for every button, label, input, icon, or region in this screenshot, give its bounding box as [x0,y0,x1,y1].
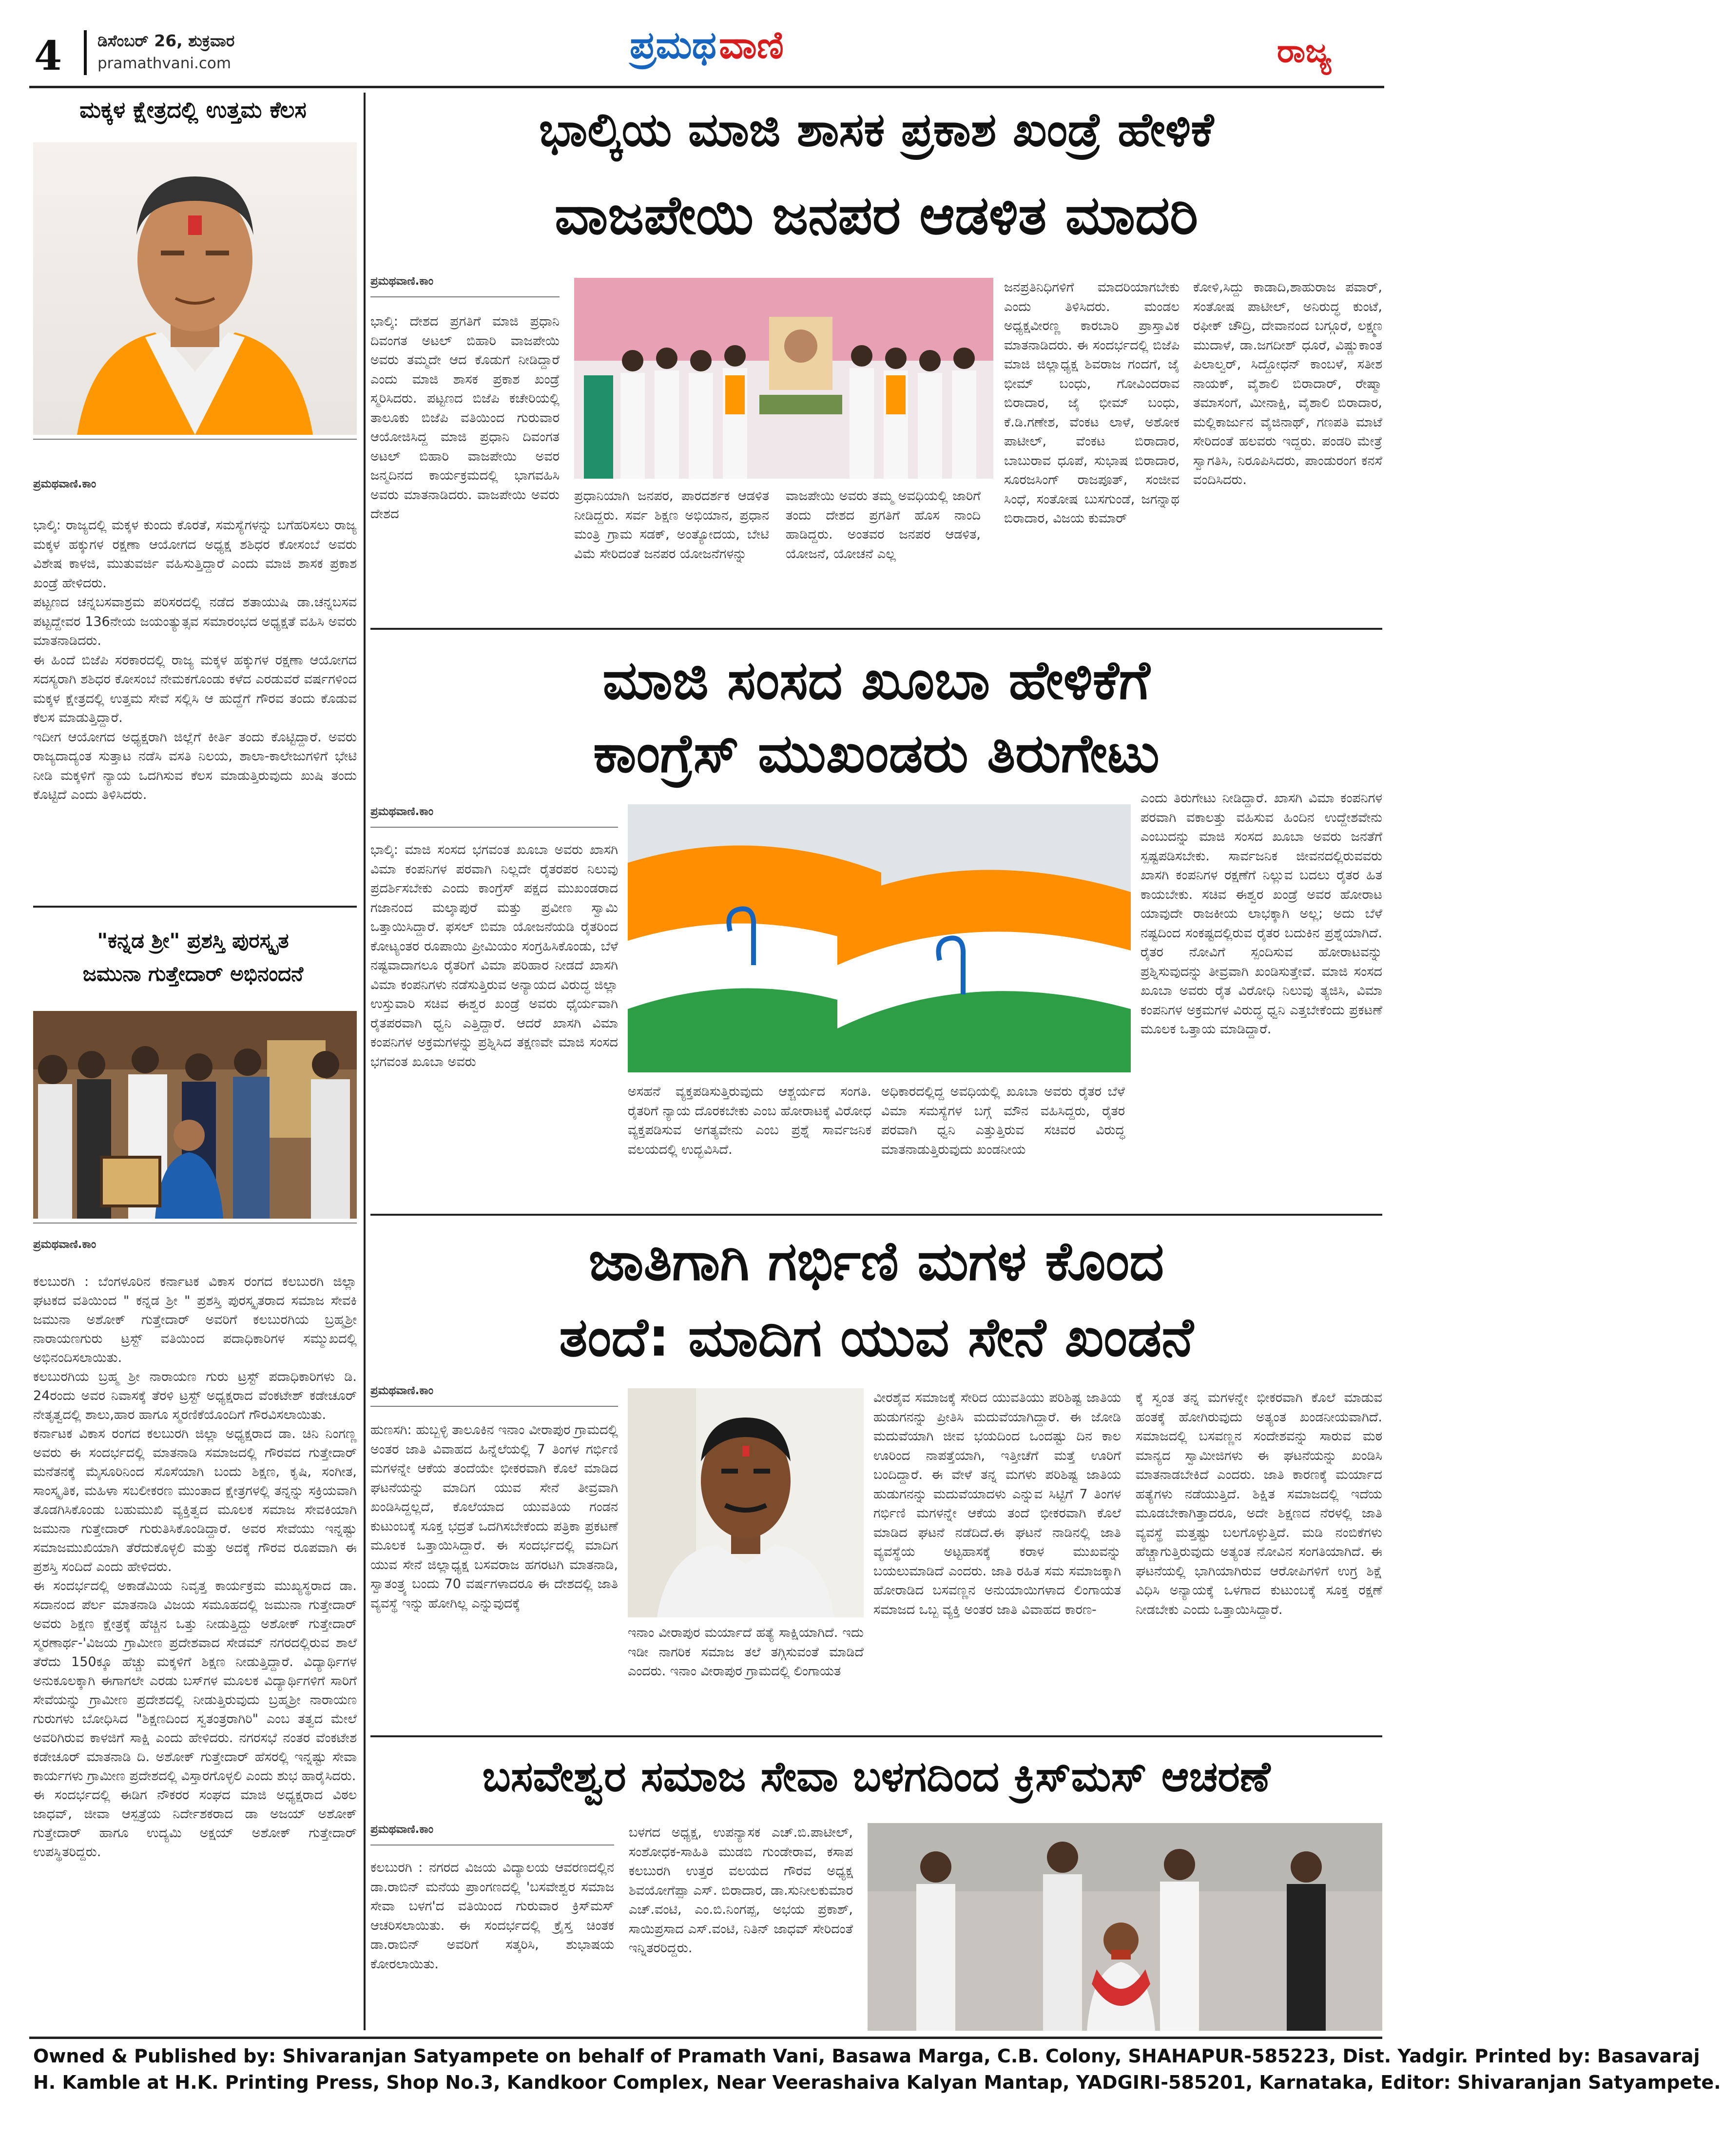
left-story1-byline: ಪ್ರಮಥವಾಣಿ.ಕಾಂ [33,478,97,490]
story3-col4: ಕ್ಕೆ ಸ್ವಂತ ತನ್ನ ಮಗಳನ್ನೇ ಭೀಕರವಾಗಿ ಕೊಲೆ ಮಾಡುವ ಹಂತಕ್ಕೆ ಹೋಗಿರುವುದು ಅತ್ಯಂತ ಖಂಡನೀಯವಾಗಿದೆ. ಸಮಾಜದಲ್ಲಿ ಬಸವಣ್ಣನ ಸಂದೇಶವನ್ನು ಸಾರುವ ಮಠ ಮಾನ್ಯದ ಸ್ವಾಮೀಜಿಗಳು ಈ ಘಟನೆಯನ್ನು ಖಂಡಿಸಿ ಮಾತನಾಡಬೇಕಿದೆ ಎಂದರು. ಜಾತಿ ಕಾರಣಕ್ಕೆ ಮರ್ಯಾದ ಹತ್ಯೆಗಳು ನಡೆಯುತ್ತಿದೆ. ಶಿಕ್ಷಿತ ಸಮಾಜದಲ್ಲಿ ಇದೆಯ ಮೂಡಬೇಕಾಗಿತ್ತಾದರೂ, ಅದೇ ಶಿಕ್ಷಣದ ನೆರಳಲ್ಲಿ ಜಾತಿ ವ್ಯವಸ್ಥೆ ಮತ್ತಷ್ಟು ಬಲಗೊಳ್ಳುತ್ತಿದೆ. ಮಡಿ ನಂಬಿಕೆಗಳು ಹೆಚ್ಚಾಗುತ್ತಿರುವುದು ಅತ್ಯಂತ ನೋವಿನ ಸಂಗತಿಯಾಗಿದೆ. ಈ ಘಟನೆಯಲ್ಲಿ ಭಾಗಿಯಾಗಿರುವ ಆರೋಪಿಗಳಿಗೆ ಉಗ್ರ ಶಿಕ್ಷೆ ವಿಧಿಸಿ ಅನ್ಯಾಯಕ್ಕೆ ಒಳಗಾದ ಕುಟುಂಬಕ್ಕೆ ಸೂಕ್ತ ರಕ್ಷಣೆ ನೀಡಬೇಕು ಎಂದು ಒತ್ತಾಯಿಸಿದ್ದಾರೆ. [1136,1390,1382,1617]
story3-byline-rule [370,1406,618,1407]
section-title: ರಾಜ್ಯ [1277,32,1332,70]
story1-photo [574,278,993,479]
paragraph: ಈ ಸಂದರ್ಭದಲ್ಲಿ ಅಕಾಡೆಮಿಯ ನಿವೃತ್ತ ಕಾರ್ಯಕ್ರಮ ಮುಖ್ಯಸ್ಥರಾದ ಡಾ. ಸದಾನಂದ ಪೆರ್ಲ ಮಾತನಾಡಿ ವಿಜಯ ಸಮೂಹದಲ್ಲಿ ಜಮುನಾ ಗುತ್ತೇದಾರ್ ಅವರು ಶಿಕ್ಷಣ ಕ್ಷೇತ್ರಕ್ಕೆ ಹೆಚ್ಚಿನ ಒತ್ತು ನೀಡುತ್ತಿದ್ದು ಅಶೋಕ್ ಗುತ್ತೇದಾರ್ ಸ್ಮರಣಾರ್ಥ-'ವಿಜಯ ಗ್ರಾಮೀಣ ಪ್ರದೇಶವಾದ ಸೇಡಮ್ ನಗರದಲ್ಲಿರುವ ಶಾಲೆ ತೆರೆದು 150ಕ್ಕೂ ಹೆಚ್ಚು ಮಕ್ಕಳಿಗೆ ಶಿಕ್ಷಣ ನೀಡುತ್ತಿದ್ದಾರೆ. ವಿದ್ಯಾರ್ಥಿಗಳ ಅನುಕೂಲಕ್ಕಾಗಿ ಈಗಾಗಲೇ ಎರಡು ಬಸ್‌ಗಳ ಮೂಲಕ ವಿದ್ಯಾರ್ಥಿಗಳಿಗೆ ಸಾರಿಗೆ ಸೇವೆಯನ್ನು ಗ್ರಾಮೀಣ ಪ್ರದೇಶದಲ್ಲಿ ನೀಡುತ್ತಿರುವುದು ಬ್ರಹ್ಮಶ್ರೀ ನಾರಾಯಣ ಗುರುಗಳು ಬೋಧಿಸಿದ "ಶಿಕ್ಷಣದಿಂದ ಸ್ವತಂತ್ರರಾಗಿರಿ" ಎಂಬ ತತ್ವದ ಮೇಲೆ ಅವರಿಗಿರುವ ಕಾಳಜಿಗೆ ಸಾಕ್ಷಿ ಎಂದು ಹೇಳಿದರು. ನಗರಸಭೆ ನಂತರ ವೆಂಕಟೇಶ ಕಡೇಚೂರ್ ಮಾತನಾಡಿ ದಿ. ಅಶೋಕ್ ಗುತ್ತೇದಾರ್ ಹೆಸರಲ್ಲಿ ಇನ್ನಷ್ಟು ಸೇವಾ ಕಾರ್ಯಗಳು ಗ್ರಾಮೀಣ ಪ್ರದೇಶದಲ್ಲಿ ವಿಸ್ತಾರಗೊಳ್ಳಲಿ ಎಂದು ಶುಭ ಹಾರೈಸಿದರು. [33,1578,357,1784]
masthead-divider [84,30,87,75]
story1-col3: ವಾಜಪೇಯಿ ಅವರು ತಮ್ಮ ಅವಧಿಯಲ್ಲಿ ಜಾರಿಗೆ ತಂದು ದೇಶದ ಪ್ರಗತಿಗೆ ಹೊಸ ನಾಂದಿ ಹಾಡಿದ್ದರು. ಅಂತವರ ಜನಪರ ಆಡಳಿತ, ಯೋಜನೆ, ಯೋಚನೆ ಎಲ್ಲ [786,488,981,562]
paper-logo-part1: ಪ್ರಮಥ [630,23,717,67]
story1-bottom-rule [370,628,1382,630]
story1-headline-line2: ವಾಜಪೇಯಿ ಜನಪರ ಆಡಳಿತ ಮಾದರಿ [554,184,1199,246]
story2-headline-line2: ಕಾಂಗ್ರೆಸ್ ಮುಖಂಡರು ತಿರುಗೇಟು [593,722,1160,784]
paragraph: ಭಾಲ್ಕಿ: ರಾಜ್ಯದಲ್ಲಿ ಮಕ್ಕಳ ಕುಂದು ಕೊರತೆ, ಸಮಸ್ಯೆಗಳನ್ನು ಬಗೆಹರಿಸಲು ರಾಜ್ಯ ಮಕ್ಕಳ ಹಕ್ಕುಗಳ ರಕ್ಷಣಾ ಆಯೋಗದ ಅಧ್ಯಕ್ಷ ಶಶಿಧರ ಕೋಸಂಬೆ ಅವರು ವಿಶೇಷ ಕಾಳಜಿ, ಮುತುವರ್ಜಿ ವಹಿಸುತ್ತಿದ್ದಾರೆ ಎಂದು ಮಾಜಿ ಶಾಸಕ ಪ್ರಕಾಶ ಖಂಡ್ರೆ ಹೇಳಿದರು. [33,518,357,591]
story3-bottom-rule [370,1735,1382,1737]
paragraph: ಇದೀಗ ಆಯೋಗದ ಅಧ್ಯಕ್ಷರಾಗಿ ಜಿಲ್ಲೆಗೆ ಕೀರ್ತಿ ತಂದು ಕೊಟ್ಟಿದ್ದಾರೆ. ಅವರು ರಾಜ್ಯದಾದ್ಯಂತ ಸುತ್ತಾಟ ನಡೆಸಿ ವಸತಿ ನಿಲಯ, ಶಾಲಾ-ಕಾಲೇಜುಗಳಿಗೆ ಭೇಟಿ ನೀಡಿ ಮಕ್ಕಳಿಗೆ ನ್ಯಾಯ ಒದಗಿಸುವ ಕೆಲಸ ಮಾಡುತ್ತಿರುವುದು ಖುಷಿ ತಂದು ಕೊಟ್ಟಿದೆ ಎಂದು ತಿಳಿಸಿದರು. [33,729,357,802]
paper-logo-part2: ವಾಣಿ [719,23,784,67]
masthead-rule [29,86,1384,88]
story4-col1: ಕಲಬುರಗಿ : ನಗರದ ವಿಜಯ ವಿದ್ಯಾಲಯ ಆವರಣದಲ್ಲಿನ ಡಾ.ರಾಬಿನ್ ಮನೆಯ ಪ್ರಾಂಗಣದಲ್ಲಿ 'ಬಸವೇಶ್ವರ ಸಮಾಜ ಸೇವಾ ಬಳಗ'ದ ವತಿಯಿಂದ ಗುರುವಾರ ಕ್ರಿಸ್‌ಮಸ್ ಆಚರಿಸಲಾಯಿತು. ಈ ಸಂದರ್ಭದಲ್ಲಿ ಕ್ರೈಸ್ತ ಚಿಂತಕ ಡಾ.ರಾಬಿನ್ ಅವರಿಗೆ ಸತ್ಕರಿಸಿ, ಶುಭಾಷಯ ಕೋರಲಾಯಿತು. [370,1860,614,1972]
story2-col2: ಅಸಹನೆ ವ್ಯಕ್ತಪಡಿಸುತ್ತಿರುವುದು ಆಶ್ಚರ್ಯದ ಸಂಗತಿ. ರೈತರಿಗೆ ನ್ಯಾಯ ದೊರಕಬೇಕು ಎಂಬ ಹೋರಾಟಕ್ಕೆ ವಿರೋಧ ವ್ಯಕ್ತಪಡಿಸುವ ಅಗತ್ಯವೇನು ಎಂಬ ಪ್ರಶ್ನೆ ಸಾರ್ವಜನಿಕ ವಲಯದಲ್ಲಿ ಉದ್ಭವಿಸಿದೆ. [628,1084,871,1157]
left-story2-body [33,1272,357,2028]
paragraph: ಕಲಬುರಗಿಯ ಬ್ರಹ್ಮ ಶ್ರೀ ನಾರಾಯಣ ಗುರು ಟ್ರಸ್ಟ್ ಪದಾಧಿಕಾರಿಗಳು ಡಿ. 24ರಂದು ಅವರ ನಿವಾಸಕ್ಕೆ ತೆರಳಿ ಟ್ರಸ್ಟ್ ಅಧ್ಯಕ್ಷರಾದ ವೆಂಕಟೇಶ್ ಕಡೇಚೂರ್ ನೇತೃತ್ವದಲ್ಲಿ ಶಾಲು,ಹಾರ ಹಾಗೂ ಸ್ಮರಣಿಕೆಯೊಂದಿಗೆ ಗೌರವಿಸಲಾಯಿತು. [33,1369,357,1422]
left-divider [33,906,357,908]
left-story2-photo-rule [33,1223,357,1224]
story1-byline: ಪ್ರಮಥವಾಣಿ.ಕಾಂ [370,275,434,288]
column-divider [364,93,366,2030]
imprint-line2: H. Kamble at H.K. Printing Press, Shop No.3, Kandkoor Complex, Near Veerashaiva Kalyan Mantap, YADGIRI-585201, Karnataka, Editor: Shivaranjan Satyampete. [33,2072,1721,2093]
paragraph: ಕಲಬುರಗಿ : ಬೆಂಗಳೂರಿನ ಕರ್ನಾಟಕ ವಿಕಾಸ ರಂಗದ ಕಲಬುರಗಿ ಜಿಲ್ಲಾ ಘಟಕದ ವತಿಯಿಂದ " ಕನ್ನಡ ಶ್ರೀ " ಪ್ರಶಸ್ತಿ ಪುರಸ್ಕೃತರಾದ ಸಮಾಜ ಸೇವಕಿ ಜಮುನಾ ಅಶೋಕ್ ಗುತ್ತೇದಾರ್ ಅವರಿಗೆ ಕಲಬುರಗಿಯ ಬ್ರಹ್ಮಶ್ರೀ ನಾರಾಯಣಗುರು ಟ್ರಸ್ಟ್ ವತಿಯಿಂದ ಪದಾಧಿಕಾರಿಗಳ ಸಮ್ಮುಖದಲ್ಲಿ ಅಭಿನಂದಿಸಲಾಯಿತು. [33,1274,357,1365]
story4-photo [868,1823,1382,2031]
page-number: 4 [34,33,62,79]
story3-col3: ವೀರಶೈವ ಸಮಾಜಕ್ಕೆ ಸೇರಿದ ಯುವತಿಯು ಪರಿಶಿಷ್ಟ ಜಾತಿಯ ಹುಡುಗನನ್ನು ಪ್ರೀತಿಸಿ ಮದುವೆಯಾಗಿದ್ದಾರೆ. ಈ ಜೋಡಿ ಮದುವೆಯಾಗಿ ಜೀವ ಭಯದಿಂದ ಒಂದಷ್ಟು ದಿನ ಕಾಲ ಊರಿಂದ ನಾಪತ್ತೆಯಾಗಿ, ಇತ್ತೀಚೆಗೆ ಮತ್ತೆ ಊರಿಗೆ ಬಂದಿದ್ದಾರೆ. ಈ ವೇಳೆ ತನ್ನ ಮಗಳು ಪರಿಶಿಷ್ಟ ಜಾತಿಯ ಹುಡುಗನನ್ನು ಮದುವೆಯಾದಳು ಎನ್ನುವ ಸಿಟ್ಟಿಗೆ 7 ತಿಂಗಳ ಗರ್ಭಿಣಿ ಮಗಳನ್ನೇ ಆಕೆಯ ತಂದೆ ಭೀಕರವಾಗಿ ಕೊಲೆ ಮಾಡಿದ ಘಟನೆ ನಡೆದಿದೆ.ಈ ಘಟನೆ ನಾಡಿನಲ್ಲಿ ಜಾತಿ ವ್ಯವಸ್ಥೆಯ ಅಟ್ಟಹಾಸಕ್ಕೆ ಕರಾಳ ಮುಖವನ್ನು ಬಯಲುಮಾಡಿದೆ ಎಂದರು. ಜಾತಿ ರಹಿತ ಸಮ ಸಮಾಜಕ್ಕಾಗಿ ಹೋರಾಡಿದ ಬಸವಣ್ಣನ ಅನುಯಾಯಿಗಳಾದ ಲಿಂಗಾಯತ ಸಮಾಜದ ಒಬ್ಬ ವ್ಯಕ್ತಿ ಅಂತರ ಜಾತಿ ವಿವಾಹದ ಕಾರಣ- [873,1390,1121,1617]
story3-col2: ಇನಾಂ ವೀರಾಪುರ ಮರ್ಯಾದೆ ಹತ್ಯೆ ಸಾಕ್ಷಿಯಾಗಿದೆ. ಇದು ಇಡೀ ನಾಗರಿಕ ಸಮಾಜ ತಲೆ ತಗ್ಗಿಸುವಂತೆ ಮಾಡಿದೆ ಎಂದರು. ಇನಾಂ ವೀರಾಪುರ ಗ್ರಾಮದಲ್ಲಿ ಲಿಂಗಾಯತ [628,1625,864,1679]
story3-headline-line2: ತಂದೆ: ಮಾದಿಗ ಯುವ ಸೇನೆ ಖಂಡನೆ [559,1306,1194,1368]
story2-col1: ಭಾಲ್ಕಿ: ಮಾಜಿ ಸಂಸದ ಭಗವಂತ ಖೂಬಾ ಅವರು ಖಾಸಗಿ ವಿಮಾ ಕಂಪನಿಗಳ ಪರವಾಗಿ ನಿಲ್ಲದೇ ರೈತರಪರ ನಿಲುವು ಪ್ರದರ್ಶಿಸಬೇಕು ಎಂದು ಕಾಂಗ್ರೆಸ್ ಪಕ್ಷದ ಮುಖಂಡರಾದ ಗಜಾನಂದ ಮಲ್ಕಾಪುರೆ ಮತ್ತು ಪ್ರವೀಣ ಸ್ವಾಮಿ ಒತ್ತಾಯಿಸಿದ್ದಾರೆ. ಫಸಲ್ ಬಿಮಾ ಯೋಜನೆಯಡಿ ರೈತರಿಂದ ಕೋಟ್ಯಂತರ ರೂಪಾಯಿ ಪ್ರೀಮಿಯಂ ಸಂಗ್ರಹಿಸಿಕೊಂಡು, ಬೆಳೆ ನಷ್ಟವಾದಾಗಲೂ ರೈತರಿಗೆ ವಿಮಾ ಪರಿಹಾರ ನೀಡದೆ ಖಾಸಗಿ ವಿಮಾ ಕಂಪನಿಗಳು ನಡೆಸುತ್ತಿರುವ ಅನ್ಯಾಯದ ವಿರುದ್ಧ ಜಿಲ್ಲಾ ಉಸ್ತುವಾರಿ ಸಚಿವ ಈಶ್ವರ ಖಂಡ್ರೆ ಅವರು ಧೈರ್ಯವಾಗಿ ರೈತಪರವಾಗಿ ಧ್ವನಿ ಎತ್ತಿದ್ದಾರೆ. ಆದರೆ ಖಾಸಗಿ ವಿಮಾ ಕಂಪನಿಗಳ ಅಕ್ರಮಗಳನ್ನು ಪ್ರಶ್ನಿಸಿದ ತಕ್ಷಣವೇ ಮಾಜಿ ಸಂಸದ ಭಗವಂತ ಖೂಬಾ ಅವರು [370,842,618,1069]
story3-col1: ಹುಣಸಗಿ: ಹುಬ್ಬಳ್ಳಿ ತಾಲೂಕಿನ ಇನಾಂ ವೀರಾಪುರ ಗ್ರಾಮದಲ್ಲಿ ಅಂತರ ಜಾತಿ ವಿವಾಹದ ಹಿನ್ನೆಲೆಯಲ್ಲಿ 7 ತಿಂಗಳ ಗರ್ಭಿಣಿ ಮಗಳನ್ನೇ ಆಕೆಯ ತಂದೆಯೇ ಭೀಕರವಾಗಿ ಕೊಲೆ ಮಾಡಿದ ಘಟನೆಯನ್ನು ಮಾದಿಗ ಯುವ ಸೇನೆ ತೀವ್ರವಾಗಿ ಖಂಡಿಸಿದ್ದಲ್ಲದೆ, ಕೊಲೆಯಾದ ಯುವತಿಯ ಗಂಡನ ಕುಟುಂಬಕ್ಕೆ ಸೂಕ್ತ ಭದ್ರತೆ ಒದಗಿಸಬೇಕೆಂದು ಪತ್ರಿಕಾ ಪ್ರಕಟಣೆ ಮೂಲಕ ಒತ್ತಾಯಿಸಿದ್ದಾರೆ. ಈ ಸಂದರ್ಭದಲ್ಲಿ ಮಾದಿಗ ಯುವ ಸೇನೆ ಜಿಲ್ಲಾಧ್ಯಕ್ಷ ಬಸವರಾಜ ಹಗರಟಗಿ ಮಾತನಾಡಿ, ಸ್ವಾತಂತ್ರ್ಯ ಬಂದು 70 ವರ್ಷಗಳಾದರೂ ಈ ದೇಶದಲ್ಲಿ ಜಾತಿ ವ್ಯವಸ್ಥೆ ಇನ್ನು ಹೋಗಿಲ್ಲ ಎನ್ನುವುದಕ್ಕೆ [370,1422,618,1611]
paragraph: ಕರ್ನಾಟಕ ವಿಕಾಸ ರಂಗದ ಕಲಬುರಗಿ ಜಿಲ್ಲಾ ಅಧ್ಯಕ್ಷರಾದ ಡಾ. ಚಿನಿ ನಿಂಗಣ್ಣ ಅವರು ಈ ಸಂದರ್ಭದಲ್ಲಿ ಮಾತನಾಡಿ ಸಮಾಜದಲ್ಲಿ ಗೌರವದ ಗುತ್ತೇದಾರ್ ಮನೆತನಕ್ಕೆ ಮೈಸೂರಿನಿಂದ ಸೊಸೆಯಾಗಿ ಬಂದು ಶಿಕ್ಷಣ, ಕೃಷಿ, ಸಂಗೀತ, ಸಾಂಸ್ಕೃತಿಕ, ಮಹಿಳಾ ಸಬಲೀಕರಣ ಮುಂತಾದ ಕ್ಷೇತ್ರಗಳಲ್ಲಿ ತನ್ನನ್ನು ಸಕ್ರಿಯವಾಗಿ ತೊಡಗಿಸಿಕೊಂಡು ಬಹುಮುಖಿ ವ್ಯಕ್ತಿತ್ವದ ಮೂಲಕ ಸಮಾಜ ಸೇವಕಿಯಾಗಿ ಜಮುನಾ ಗುತ್ತೇದಾರ್ ಗುರುತಿಸಿಕೊಂಡಿದ್ದಾರೆ. ಅವರ ಸೇವೆಯು ಇನ್ನಷ್ಟು ಸಮಾಜಮುಖಿಯಾಗಿ ತೆರೆದುಕೊಳ್ಳಲಿ ಮತ್ತು ಅದಕ್ಕೆ ಗೌರವ ರೂಪವಾಗಿ ಈ ಪ್ರಶಸ್ತಿ ಸಂದಿದೆ ಎಂದು ಹೇಳಿದರು. [33,1426,357,1574]
story3-byline: ಪ್ರಮಥವಾಣಿ.ಕಾಂ [370,1384,434,1397]
paragraph: ಪಟ್ಟಣದ ಚನ್ನಬಸವಾಶ್ರಮ ಪರಿಸರದಲ್ಲಿ ನಡೆದ ಶತಾಯುಷಿ ಡಾ.ಚನ್ನಬಸವ ಪಟ್ಟದ್ದೇವರ 136ನೇಯ ಜಯಂತ್ಯುತ್ಸವ ಸಮಾರಂಭದ ಅಧ್ಯಕ್ಷತೆ ವಹಿಸಿ ಅವರು ಮಾತನಾಡಿದರು. [33,595,357,648]
story3-headline-line1: ಜಾತಿಗಾಗಿ ಗರ್ಭಿಣಿ ಮಗಳ ಕೊಂದ [588,1230,1164,1292]
story4-col2: ಬಳಗದ ಅಧ್ಯಕ್ಷ, ಉಪನ್ಯಾಸಕ ಎಚ್.ಬಿ.ಪಾಟೀಲ್, ಸಂಶೋಧಕ-ಸಾಹಿತಿ ಮುಡಬಿ ಗುಂಡೇರಾವ, ಕಸಾಪ ಕಲಬುರಗಿ ಉತ್ತರ ವಲಯದ ಗೌರವ ಅಧ್ಯಕ್ಷ ಶಿವಯೋಗೆಪ್ಪಾ ಎಸ್. ಬಿರಾದಾರ, ಡಾ.ಸುನೀಲಕುಮಾರ ಎಚ್.ವಂಟಿ, ಎಂ.ಬಿ.ನಿಂಗಪ್ಪ, ಅಭಯ ಪ್ರಕಾಶ್, ಸಾಯಿಪ್ರಸಾದ ಎಸ್.ವಂಟಿ, ನಿತಿನ್ ಜಾಧವ್ ಸೇರಿದಂತೆ ಇನ್ನಿತರರಿದ್ದರು. [629,1825,853,1956]
paragraph: ಈ ಹಿಂದೆ ಬಿಜೆಪಿ ಸರಕಾರದಲ್ಲಿ ರಾಜ್ಯ ಮಕ್ಕಳ ಹಕ್ಕುಗಳ ರಕ್ಷಣಾ ಆಯೋಗದ ಸದಸ್ಯರಾಗಿ ಶಶಿಧರ ಕೋಸಂಬೆ ನೇಮಕಗೊಂಡು ಕಳೆದ ಎರಡುವರೆ ವರ್ಷಗಳಿಂದ ಮಕ್ಕಳ ಕ್ಷೇತ್ರದಲ್ಲಿ ಉತ್ತಮ ಸೇವೆ ಸಲ್ಲಿಸಿ ಆ ಹುದ್ದೆಗೆ ಗೌರವ ತಂದು ಕೊಡುವ ಕೆಲಸ ಮಾಡುತ್ತಿದ್ದಾರೆ. [33,652,357,725]
website[interactable]: pramathvani.com [97,55,232,72]
story1-byline-rule [370,296,560,297]
paragraph: ಈ ಸಂದರ್ಭದಲ್ಲಿ ಈಡಿಗ ನೌಕರರ ಸಂಘದ ಮಾಜಿ ಅಧ್ಯಕ್ಷರಾದ ವಿಠಲ ಜಾಧವ್, ಜೀವಾ ಆಸ್ಪತ್ರೆಯ ನಿರ್ದೇಶಕರಾದ ಡಾ ಅಜಯ್ ಅಶೋಕ್ ಗುತ್ತೇದಾರ್ ಹಾಗೂ ಉದ್ಯಮಿ ಅಕ್ಷಯ್ ಅಶೋಕ್ ಗುತ್ತೇದಾರ್ ಉಪಸ್ಥಿತರಿದ್ದರು. [33,1787,357,1860]
imprint-line1: Owned & Published by: Shivaranjan Satyampete on behalf of Pramath Vani, Basawa Marga, C.B. Colony, SHAHAPUR-585223, Dist. Yadgir. Printed by: Basavaraj [33,2045,1700,2067]
left-story1-headline: ಮಕ್ಕಳ ಕ್ಷೇತ್ರದಲ್ಲಿ ಉತ್ತಮ ಕೆಲಸ [79,97,307,123]
left-story2-headline-line2: ಜಮುನಾ ಗುತ್ತೇದಾರ್ ಅಭಿನಂದನೆ [82,962,304,986]
footer-rule [29,2037,1382,2039]
story1-col2: ಪ್ರಧಾನಿಯಾಗಿ ಜನಪರ, ಪಾರದರ್ಶಕ ಆಡಳಿತ ನೀಡಿದ್ದರು. ಸರ್ವ ಶಿಕ್ಷಣ ಅಭಿಯಾನ, ಪ್ರಧಾನ ಮಂತ್ರಿ ಗ್ರಾಮ ಸಡಕ್, ಅಂತ್ಯೋದಯ, ಬೇಟಿ ವಿಮೆ ಸೇರಿದಂತೆ ಜನಪರ ಯೋಜನೆಗಳನ್ನು [574,488,769,562]
story2-col4: ಎಂದು ತಿರುಗೇಟು ನೀಡಿದ್ದಾರೆ. ಖಾಸಗಿ ವಿಮಾ ಕಂಪನಿಗಳ ಪರವಾಗಿ ವಕಾಲತ್ತು ವಹಿಸುವ ಹಿಂದಿನ ಉದ್ದೇಶವೇನು ಎಂಬುದನ್ನು ಮಾಜಿ ಸಂಸದ ಖೂಬಾ ಅವರು ಜನತೆಗೆ ಸ್ಪಷ್ಟಪಡಿಸಬೇಕು. ಸಾರ್ವಜನಿಕ ಜೀವನದಲ್ಲಿರುವವರು ಖಾಸಗಿ ಕಂಪನಿಗಳ ರಕ್ಷಣೆಗೆ ನಿಲ್ಲುವ ಬದಲು ರೈತರ ಹಿತ ಕಾಯಬೇಕು. ಸಚಿವ ಈಶ್ವರ ಖಂಡ್ರೆ ಅವರ ಹೋರಾಟ ಯಾವುದೇ ರಾಜಕೀಯ ಲಾಭಕ್ಕಾಗಿ ಅಲ್ಲ; ಅದು ಬೆಳೆ ನಷ್ಟದಿಂದ ಸಂಕಷ್ಟದಲ್ಲಿರುವ ರೈತರ ಬದುಕಿನ ಪ್ರಶ್ನೆಯಾಗಿದೆ. ರೈತರ ನೋವಿಗೆ ಸ್ಪಂದಿಸುವ ಹೋರಾಟವನ್ನು ಪ್ರಶ್ನಿಸುವುದನ್ನು ತೀವ್ರವಾಗಿ ಖಂಡಿಸುತ್ತೇವೆ. ಮಾಜಿ ಸಂಸದ ಖೂಬಾ ಅವರು ರೈತ ವಿರೋಧಿ ನಿಲುವು ತ್ಯಜಿಸಿ, ವಿಮಾ ಕಂಪನಿಗಳ ಅಕ್ರಮಗಳ ವಿರುದ್ಧ ಧ್ವನಿ ಎತ್ತಬೇಕೆಂದು ಪ್ರಕಟಣೆ ಮೂಲಕ ಒತ್ತಾಯ ಮಾಡಿದ್ದಾರೆ. [1141,791,1382,1037]
left-story1-photo-rule [33,439,357,440]
issue-date: ಡಿಸೆಂಬರ್ 26, ಶುಕ್ರವಾರ [97,31,235,50]
story2-col3: ಅಧಿಕಾರದಲ್ಲಿದ್ದ ಅವಧಿಯಲ್ಲಿ ಖೂಬಾ ಅವರು ರೈತರ ಬೆಳೆ ವಿಮಾ ಸಮಸ್ಯೆಗಳ ಬಗ್ಗೆ ಮೌನ ವಹಿಸಿದ್ದರು, ರೈತರ ಪರವಾಗಿ ಧ್ವನಿ ಎತ್ತುತ್ತಿರುವ ಸಚಿವರ ವಿರುದ್ಧ ಮಾತನಾಡುತ್ತಿರುವುದು ಖಂಡನೀಯ [881,1084,1125,1157]
story1-headline-line1: ಭಾಲ್ಕಿಯ ಮಾಜಿ ಶಾಸಕ ಪ್ರಕಾಶ ಖಂಡ್ರೆ ಹೇಳಿಕೆ [539,102,1214,157]
left-story2-photo [33,1011,357,1219]
story2-byline: ಪ್ರಮಥವಾಣಿ.ಕಾಂ [370,805,434,818]
story1-col5: ಕೋಳಿ,ಸಿದ್ದು ಕಾಡಾದಿ,ಶಾಹುರಾಜ ಪವಾರ್, ಸಂತೋಷ ಪಾಟೀಲ್, ಅನಿರುದ್ಧ ಕುಂಟೆ, ರಫೀಕ್ ಚೌದ್ರಿ, ದೇವಾನಂದ ಬಗ್ಗೂರೆ, ಲಕ್ಷ್ಮಣ ಮುದಾಳೆ, ಡಾ.ಜಗದೀಶ್ ಧೂರೆ, ವಿಷ್ಣುಕಾಂತ ಪಿಲಾಲ್ವರ್, ಸಿದ್ದೋಧನ್ ಕಾಂಬಳೆ, ಸತೀಶ ನಾಯಕ್, ವೈಶಾಲಿ ಬಿರಾದಾರ್, ರೇಷ್ಮಾ ತಮಾಸಂಗೆ, ಮೀನಾಕ್ಷಿ, ವೈಶಾಲಿ ಬಿರಾದಾರ, ಮಲ್ಲಿಕಾರ್ಜುನ ವೈಜಿನಾಥ್, ಗಣಪತಿ ಮಾಟೆ ಸೇರಿದಂತೆ ಹಲವರು ಇದ್ದರು. ಪಂಡರಿ ಮೇತ್ರೆ ಸ್ವಾಗತಿಸಿ, ನಿರೂಪಿಸಿದರು, ಪಾಂಡುರಂಗ ಕನಸೆ ವಂದಿಸಿದರು. [1193,280,1382,487]
left-story2-byline: ಪ್ರಮಥವಾಣಿ.ಕಾಂ [33,1238,97,1251]
paper-logo [561,23,853,77]
left-story1-body [33,516,357,896]
story2-photo [628,804,1131,1072]
left-story1-photo [33,142,357,435]
story2-byline-rule [370,827,618,828]
story1-col1: ಭಾಲ್ಕಿ: ದೇಶದ ಪ್ರಗತಿಗೆ ಮಾಜಿ ಪ್ರಧಾನಿ ದಿವಂಗತ ಅಟಲ್ ಬಿಹಾರಿ ವಾಜಪೇಯಿ ಅವರು ತಮ್ಮದೇ ಆದ ಕೊಡುಗೆ ನೀಡಿದ್ದಾರೆ ಎಂದು ಮಾಜಿ ಶಾಸಕ ಪ್ರಕಾಶ ಖಂಡ್ರೆ ಸ್ಮರಿಸಿದರು. ಪಟ್ಟಣದ ಬಿಜೆಪಿ ಕಚೇರಿಯಲ್ಲಿ ತಾಲೂಕು ಬಿಜೆಪಿ ವತಿಯಿಂದ ಗುರುವಾರ ಆಯೋಜಿಸಿದ್ದ ಮಾಜಿ ಪ್ರಧಾನಿ ದಿವಂಗತ ಅಟಲ್ ಬಿಹಾರಿ ವಾಜಪೇಯಿ ಅವರ ಜನ್ಮದಿನದ ಕಾರ್ಯಕ್ರಮದಲ್ಲಿ ಭಾಗವಹಿಸಿ ಅವರು ಮಾತನಾಡಿದರು. ವಾಜಪೇಯಿ ಅವರು ದೇಶದ [370,314,560,522]
story4-headline: ಬಸವೇಶ್ವರ ಸಮಾಜ ಸೇವಾ ಬಳಗದಿಂದ ಕ್ರಿಸ್‌ಮಸ್ ಆಚರಣೆ [482,1752,1271,1801]
story1-col4: ಜನಪ್ರತಿನಿಧಿಗಳಿಗೆ ಮಾದರಿಯಾಗಬೇಕು ಎಂದು ತಿಳಿಸಿದರು. ಮಂಡಲ ಅಧ್ಯಕ್ಷವೀರಣ್ಣ ಕಾರಬಾರಿ ಪ್ರಾಸ್ತಾವಿಕ ಮಾತನಾಡಿದರು. ಈ ಸಂದರ್ಭದಲ್ಲಿ ಬಿಜೆಪಿ ಮಾಜಿ ಜಿಲ್ಲಾಧ್ಯಕ್ಷ ಶಿವರಾಜ ಗಂದಗೆ, ಜೈ ಭೀಮ್ ಬಂಧು, ಗೋವಿಂದರಾವ ಬಿರಾದಾರ, ಜೈ ಭೀಮ್ ಬಂಧು, ಕೆ.ಡಿ.ಗಣೇಶ, ವೆಂಕಟ ಲಾಳೆ, ಅಶೋಕ ಪಾಟೀಲ್, ವೆಂಕಟ ಬಿರಾದಾರ, ಬಾಬುರಾವ ಧೂಪೆ, ಸುಭಾಷ ಬಿರಾದಾರ, ಸೂರಜಸಿಂಗ್ ರಾಜಪೂತ್, ಸಂಜೀವ ಸಿಂಧೆ, ಸಂತೋಷ ಬುಸಗುಂಡೆ, ಜಗನ್ನಾಥ ಬಿರಾದಾರ, ವಿಜಯ ಕುಮಾರ್ [1004,280,1180,526]
story2-bottom-rule [370,1214,1382,1216]
story3-photo [628,1388,864,1617]
story2-headline-line1: ಮಾಜಿ ಸಂಸದ ಖೂಬಾ ಹೇಳಿಕೆಗೆ [602,649,1150,711]
left-story2-headline-line1: "ಕನ್ನಡ ಶ್ರೀ" ಪ್ರಶಸ್ತಿ ಪುರಸ್ಕೃತ [97,929,289,952]
story4-byline: ಪ್ರಮಥವಾಣಿ.ಕಾಂ [370,1823,434,1836]
